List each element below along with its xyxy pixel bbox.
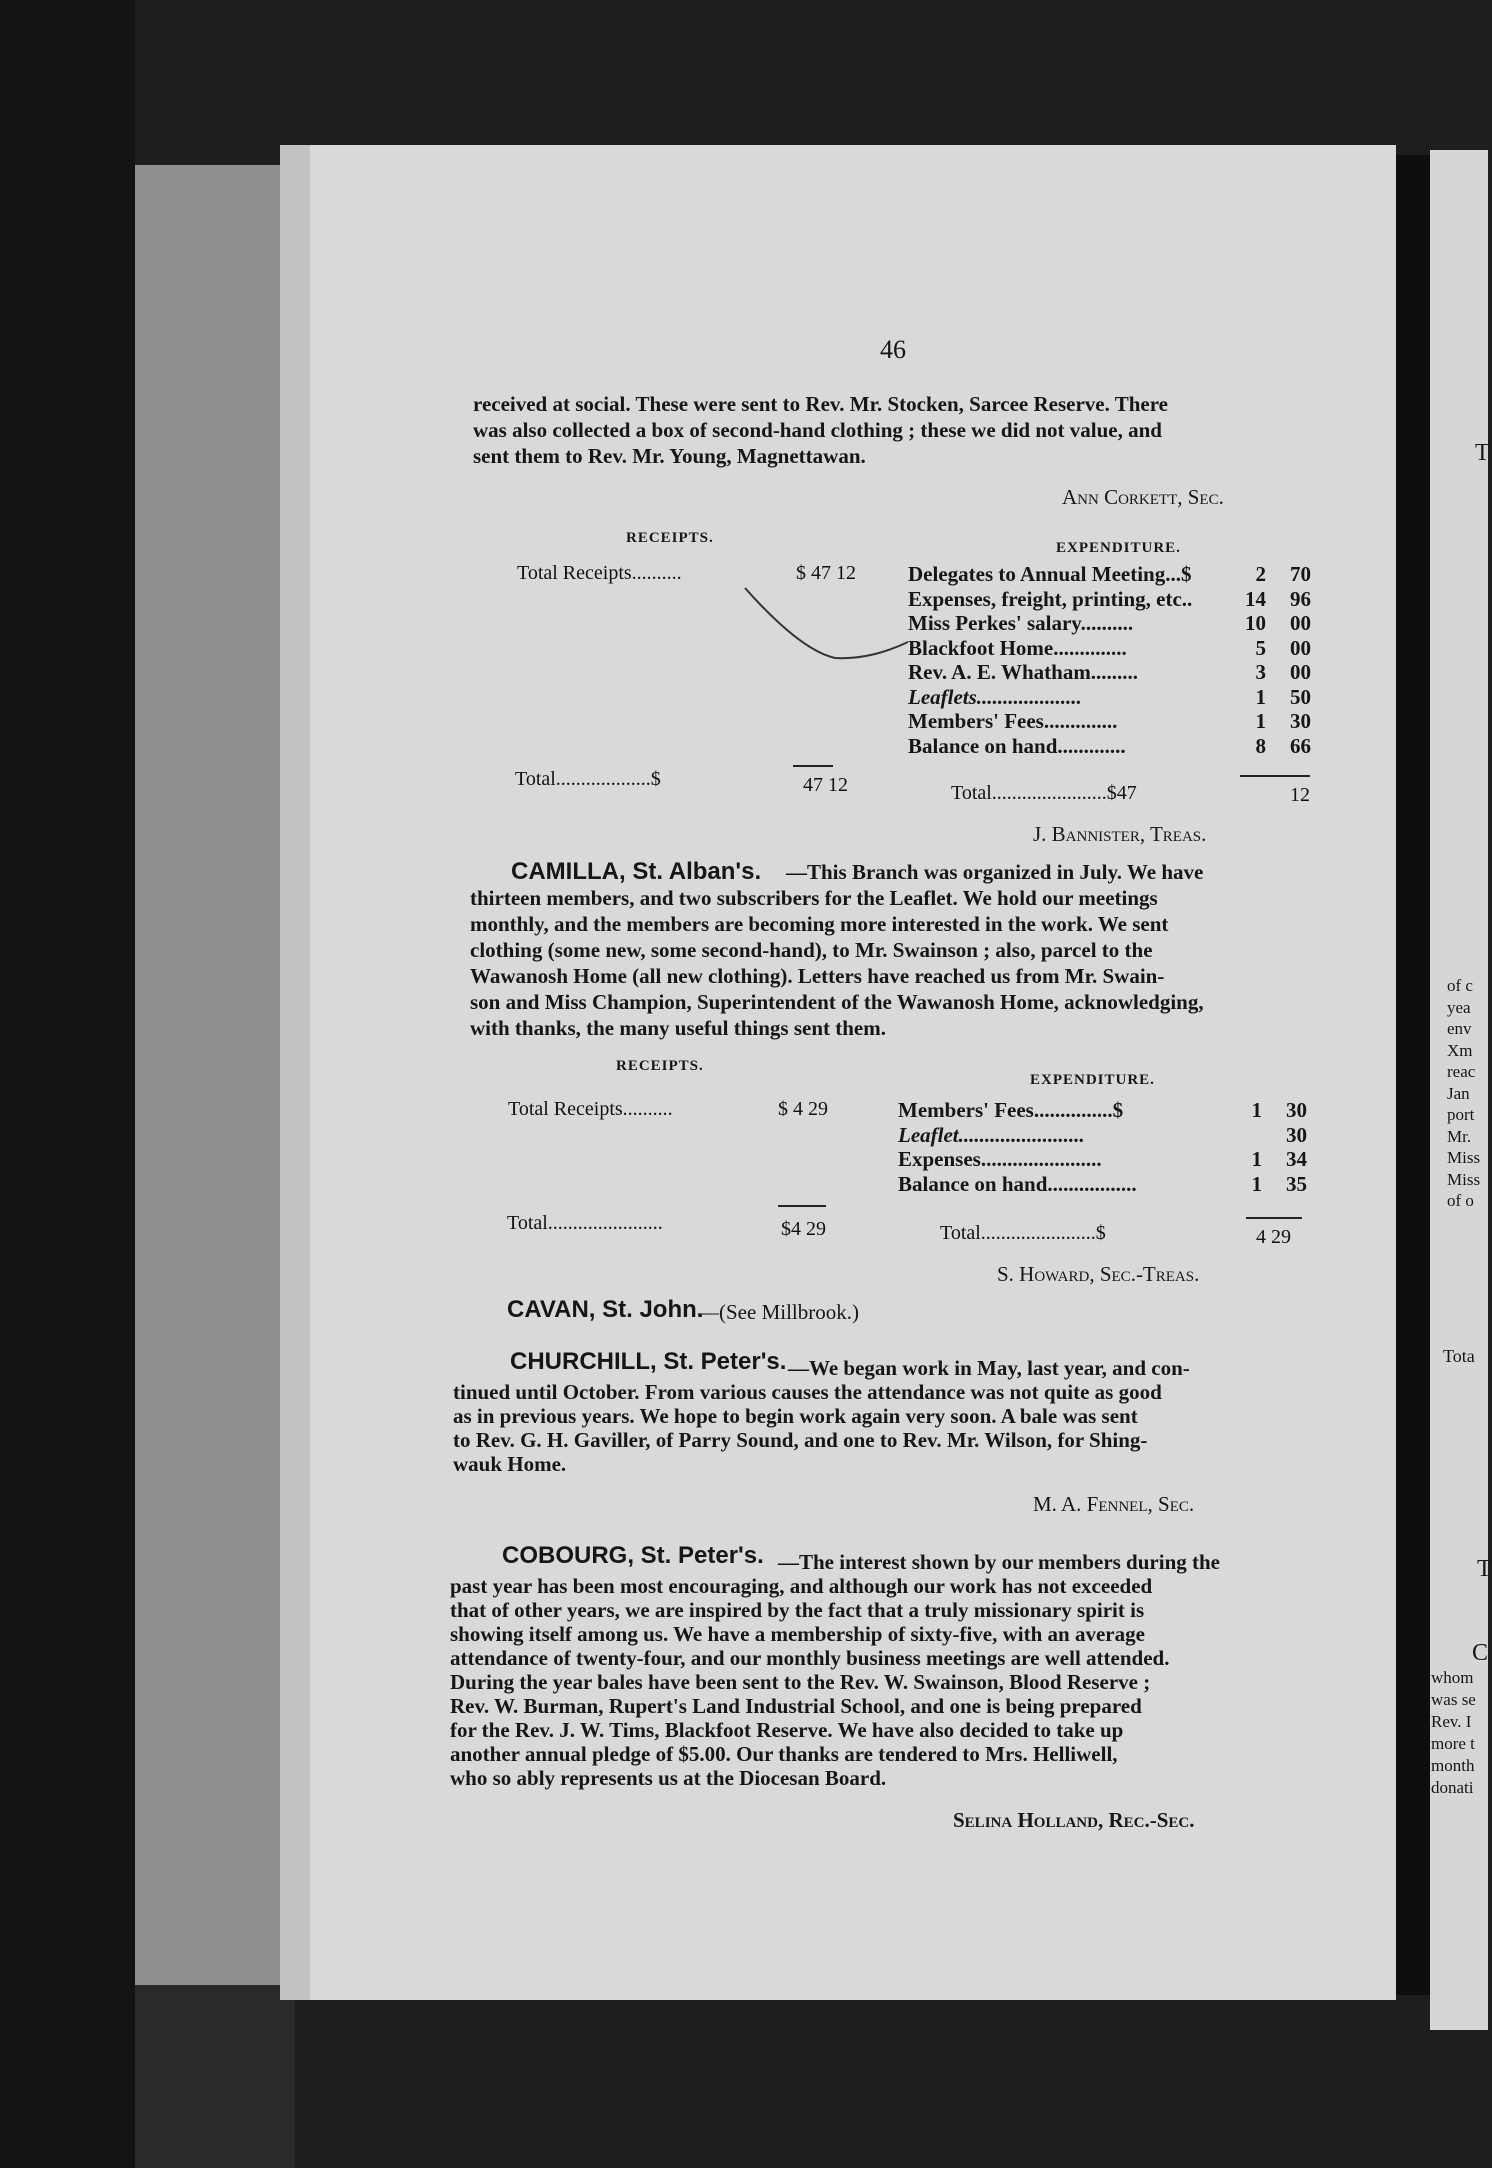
total-left-value: 47 12 xyxy=(803,774,848,796)
facing-page-fragment: Miss xyxy=(1447,1169,1481,1189)
paragraph-line: that of other years, we are inspired by the fact that a truly missionary spirit is xyxy=(450,1598,1145,1622)
paragraph-line: to Rev. G. H. Gaviller, of Parry Sound, and one to Rev. Mr. Wilson, for Shing- xyxy=(453,1428,1148,1452)
expenditure-label: Miss Perkes' salary.......... xyxy=(908,611,1134,635)
expenditure-dollars: 14 xyxy=(1245,586,1266,611)
paragraph-line: another annual pledge of $5.00. Our thanks are tendered to Mrs. Helliwell, xyxy=(450,1742,1118,1766)
facing-page-fragment: Jan xyxy=(1447,1083,1470,1103)
expenditure-cents: 00 xyxy=(1290,660,1311,684)
sum-rule xyxy=(1240,775,1310,777)
branch-heading: CAMILLA, St. Alban's. xyxy=(511,858,762,885)
paragraph-line: thirteen members, and two subscribers for the Leaflet. We hold our meetings xyxy=(470,886,1158,910)
paragraph-line: —We began work in May, last year, and con- xyxy=(788,1356,1190,1380)
sum-rule xyxy=(793,765,833,767)
paragraph-line: wauk Home. xyxy=(453,1452,567,1476)
branch-heading: CAVAN, St. John. xyxy=(507,1296,704,1323)
facing-page-fragment: of c xyxy=(1447,976,1473,995)
total-receipts-label: Total Receipts.......... xyxy=(508,1098,673,1120)
expenditure-cents: 00 xyxy=(1290,611,1311,635)
paragraph-line: During the year bales have been sent to the Rev. W. Swainson, Blood Reserve ; xyxy=(450,1670,1151,1694)
expenditure-dollars: 3 xyxy=(1255,660,1266,684)
intro-line: received at social. These were sent to Rev. Mr. Stocken, Sarcee Reserve. There xyxy=(473,392,1168,416)
facing-page-fragment: reac xyxy=(1447,1062,1476,1081)
expenditure-label: Expenses, freight, printing, etc.. xyxy=(908,586,1193,611)
sum-rule xyxy=(1246,1217,1302,1219)
total-left-label: Total....................... xyxy=(507,1212,663,1234)
expenditure-label: Leaflet........................ xyxy=(898,1122,1085,1147)
total-left-label: Total...................$ xyxy=(515,768,661,790)
left-dark-margin xyxy=(0,0,135,2168)
paragraph-line: as in previous years. We hope to begin work again very soon. A bale was sent xyxy=(453,1404,1138,1428)
expenditure-cents: 30 xyxy=(1286,1122,1307,1147)
expenditure-header: EXPENDITURE. xyxy=(1056,540,1181,556)
paragraph-line: showing itself among us. We have a membership of sixty-five, with an average xyxy=(450,1622,1145,1646)
facing-page-fragment: Tota xyxy=(1443,1346,1475,1366)
expenditure-label: Balance on hand............. xyxy=(908,733,1126,758)
facing-page-fragment: whom xyxy=(1431,1668,1474,1687)
expenditure-cents: 70 xyxy=(1290,562,1311,586)
intro-line: sent them to Rev. Mr. Young, Magnettawan. xyxy=(473,444,866,468)
expenditure-label: Expenses....................... xyxy=(898,1147,1102,1171)
paragraph-line: Wawanosh Home (all new clothing). Letters have reached us from Mr. Swain- xyxy=(470,964,1165,988)
facing-page-fragment: Miss xyxy=(1447,1148,1481,1167)
facing-page-fragment: more t xyxy=(1431,1734,1475,1753)
sum-rule xyxy=(778,1205,826,1207)
total-receipts-label: Total Receipts.......... xyxy=(517,562,682,584)
expenditure-dollars: 1 xyxy=(1255,684,1266,709)
facing-page-fragment: T xyxy=(1475,440,1490,466)
expenditure-label: Balance on hand................. xyxy=(898,1171,1137,1196)
expenditure-dollars: 1 xyxy=(1251,1098,1262,1122)
left-lower-shadow xyxy=(135,1985,295,2168)
expenditure-cents: 00 xyxy=(1290,635,1311,660)
expenditure-label: Leaflets.................... xyxy=(908,684,1082,709)
expenditure-label: Members' Fees.............. xyxy=(908,709,1118,733)
expenditure-label: Members' Fees...............$ xyxy=(898,1098,1124,1122)
expenditure-dollars: 1 xyxy=(1255,709,1266,733)
expenditure-cents: 96 xyxy=(1290,586,1311,611)
treasurer-signature: J. Bannister, Treas. xyxy=(1033,822,1207,846)
facing-page-fragment: Mr. xyxy=(1447,1126,1472,1146)
total-right-label: Total.......................$ xyxy=(940,1222,1106,1244)
paragraph-line: —The interest shown by our members during the xyxy=(778,1550,1220,1574)
paragraph-line: —This Branch was organized in July. We have xyxy=(786,860,1204,884)
total-right-value: 12 xyxy=(1290,784,1310,806)
expenditure-dollars: 1 xyxy=(1251,1147,1262,1171)
facing-page-fragment: env xyxy=(1447,1019,1472,1038)
facing-page-fragment: donati xyxy=(1431,1778,1474,1797)
paragraph-line: clothing (some new, some second-hand), to Mr. Swainson ; also, parcel to the xyxy=(470,938,1153,962)
expenditure-label: Blackfoot Home.............. xyxy=(908,635,1127,660)
expenditure-label: Delegates to Annual Meeting...$ xyxy=(908,562,1192,586)
secretary-signature: Ann Corkett, Sec. xyxy=(1062,485,1224,509)
paragraph-line: tinued until October. From various causes the attendance was not quite as good xyxy=(453,1380,1162,1404)
facing-page-fragment: month xyxy=(1431,1756,1475,1775)
total-receipts-value: $ 4 29 xyxy=(778,1098,828,1120)
expenditure-dollars: 1 xyxy=(1251,1171,1262,1196)
expenditure-cents: 30 xyxy=(1290,709,1311,733)
paragraph-line: Rev. W. Burman, Rupert's Land Industrial School, and one is being prepared xyxy=(450,1694,1142,1718)
facing-page-fragment: yea xyxy=(1447,997,1471,1017)
facing-page-fragment: Xm xyxy=(1447,1040,1473,1060)
paragraph-line: for the Rev. J. W. Tims, Blackfoot Reserve. We have also decided to take up xyxy=(450,1718,1124,1742)
expenditure-cents: 35 xyxy=(1286,1171,1307,1196)
facing-page-fragment: port xyxy=(1447,1105,1475,1124)
expenditure-header: EXPENDITURE. xyxy=(1030,1072,1155,1088)
expenditure-cents: 30 xyxy=(1286,1098,1307,1122)
page-edge-shade xyxy=(280,145,310,2000)
recording-secretary-signature: Selina Holland, Rec.-Sec. xyxy=(953,1808,1195,1832)
paragraph-line: son and Miss Champion, Superintendent of the Wawanosh Home, acknowledging, xyxy=(470,990,1204,1014)
expenditure-cents: 50 xyxy=(1290,684,1311,709)
expenditure-dollars: 2 xyxy=(1255,562,1266,586)
paragraph-line: past year has been most encouraging, and although our work has not exceeded xyxy=(450,1574,1153,1598)
intro-line: was also collected a box of second-hand clothing ; these we did not value, and xyxy=(473,418,1162,442)
receipts-header: RECEIPTS. xyxy=(626,530,714,546)
secretary-signature: M. A. Fennel, Sec. xyxy=(1033,1492,1195,1516)
paragraph-line: monthly, and the members are becoming more interested in the work. We sent xyxy=(470,912,1169,936)
secretary-treasurer-signature: S. Howard, Sec.-Treas. xyxy=(997,1262,1200,1286)
facing-page-fragment: Rev. I xyxy=(1431,1712,1472,1731)
total-right-value: 4 29 xyxy=(1256,1226,1291,1248)
facing-page-fragment: C xyxy=(1472,1640,1489,1666)
expenditure-dollars: 5 xyxy=(1255,635,1266,660)
paragraph-line: with thanks, the many useful things sent them. xyxy=(470,1016,886,1040)
paragraph-line: attendance of twenty-four, and our monthly business meetings are well attended. xyxy=(450,1646,1170,1670)
expenditure-cents: 34 xyxy=(1286,1147,1307,1171)
pen-mark xyxy=(740,580,920,670)
facing-page-fragment: was se xyxy=(1431,1690,1476,1709)
expenditure-dollars: 10 xyxy=(1245,611,1266,635)
expenditure-dollars: 8 xyxy=(1255,733,1266,758)
page-number: 46 xyxy=(880,335,906,364)
branch-heading: COBOURG, St. Peter's. xyxy=(502,1542,764,1569)
total-right-label: Total.......................$47 xyxy=(951,782,1137,804)
receipts-header: RECEIPTS. xyxy=(616,1058,704,1074)
facing-page-fragment: of o xyxy=(1447,1191,1474,1210)
branch-heading: CHURCHILL, St. Peter's. xyxy=(510,1348,787,1375)
paragraph-line: who so ably represents us at the Diocesan Board. xyxy=(450,1766,887,1790)
expenditure-label: Rev. A. E. Whatham......... xyxy=(908,660,1139,684)
expenditure-cents: 66 xyxy=(1290,733,1311,758)
total-left-value: $4 29 xyxy=(781,1218,826,1240)
cross-reference: —(See Millbrook.) xyxy=(698,1300,859,1324)
left-page-edge xyxy=(135,165,295,1985)
total-receipts-value: $ 47 12 xyxy=(796,562,856,584)
facing-page-fragment: T xyxy=(1477,1556,1492,1582)
